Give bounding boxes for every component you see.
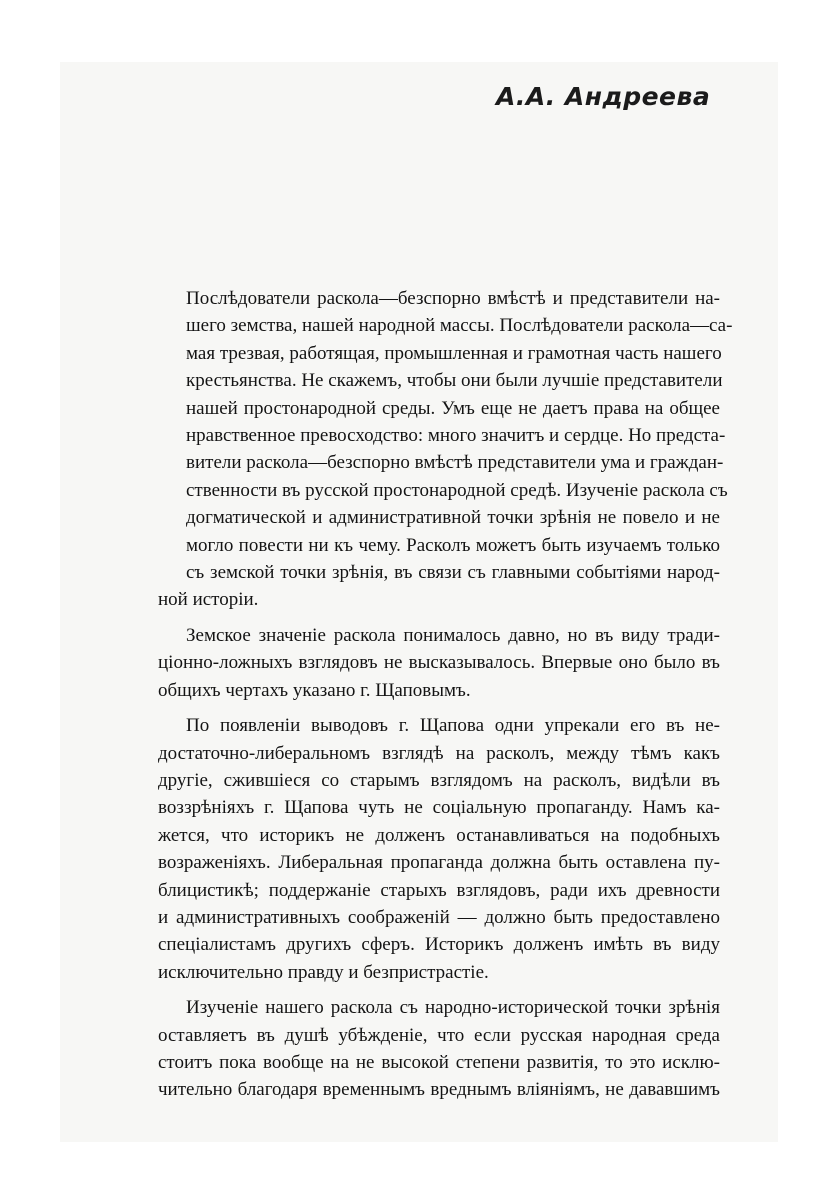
text-line: ственности въ русской простонародной средѣ. Изученіе раскола съ (186, 479, 728, 501)
text-line: ціонно-ложныхъ взглядовъ не высказывалось. Впервые оно было въ (158, 652, 720, 674)
text-line: крестьянства. Не скажемъ, чтобы они были лучшіе представители (186, 370, 723, 392)
paragraph-2 (158, 622, 720, 704)
text-line: Изученіе нашего раскола съ народно-исторической точки зрѣнія (186, 997, 720, 1019)
text-line: блицистикѣ; поддержаніе старыхъ взглядовъ, ради ихъ древности (158, 879, 720, 901)
text-line: исключительно правду и безпристрастіе. (158, 961, 489, 983)
text-line: вители раскола—безспорно вмѣстѣ представители ума и граждан- (186, 452, 724, 474)
text-line: нравственное превосходство: много значитъ и сердце. Но предста- (186, 425, 726, 447)
text-line: могло повести ни къ чему. Расколъ можетъ быть изучаемъ только (186, 534, 720, 556)
text-line: мая трезвая, работящая, промышленная и грамотная часть нашего (186, 342, 722, 364)
text-line: воззрѣніяхъ г. Щапова чуть не соціальную пропаганду. Намъ ка- (158, 797, 720, 819)
text-line: оставляетъ въ душѣ убѣжденіе, что если русская народная среда (158, 1024, 720, 1046)
paragraph-1 (158, 285, 733, 614)
text-line: нашей простонародной среды. Умъ еще не даетъ права на общее (186, 397, 720, 419)
text-line: съ земской точки зрѣнія, въ связи съ главными событіями народ- (186, 562, 720, 584)
text-line: другіе, сжившіеся со старымъ взглядомъ на расколъ, видѣли въ (158, 769, 720, 791)
text-line: Послѣдователи раскола—безспорно вмѣстѣ и представители на- (186, 288, 720, 309)
text-line: догматической и административной точки зрѣнія не повело и не (186, 507, 720, 529)
text-line: стоитъ пока вообще на не высокой степени развитія, то это исклю- (158, 1051, 720, 1073)
text-line: шего земства, нашей народной массы. Послѣдователи раскола—са- (186, 315, 733, 337)
text-line: Земское значеніе раскола понималось давно, но въ виду тради- (186, 624, 720, 646)
text-line: ной исторіи. (158, 589, 259, 611)
text-line: чительно благодаря временнымъ вреднымъ вліяніямъ, не дававшимъ (158, 1079, 720, 1101)
text-line: возраженіяхъ. Либеральная пропаганда должна быть оставлена пу- (158, 852, 720, 874)
text-line: По появленіи выводовъ г. Щапова одни упрекали его въ не- (186, 715, 720, 737)
owner-stamp: А.А. Андреева (496, 82, 711, 111)
text-line: спеціалистамъ другихъ сферъ. Историкъ долженъ имѣть въ виду (158, 934, 720, 956)
text-line: общихъ чертахъ указано г. Щаповымъ. (158, 679, 471, 701)
text-line: и административныхъ соображеній — должно быть предоставлено (158, 906, 720, 928)
body-text (158, 285, 733, 1112)
paragraph-4 (158, 994, 720, 1104)
paragraph-3 (158, 712, 720, 986)
text-line: достаточно-либеральномъ взглядѣ на расколъ, между тѣмъ какъ (158, 742, 720, 764)
text-line: жется, что историкъ не долженъ останавливаться на подобныхъ (158, 824, 720, 846)
